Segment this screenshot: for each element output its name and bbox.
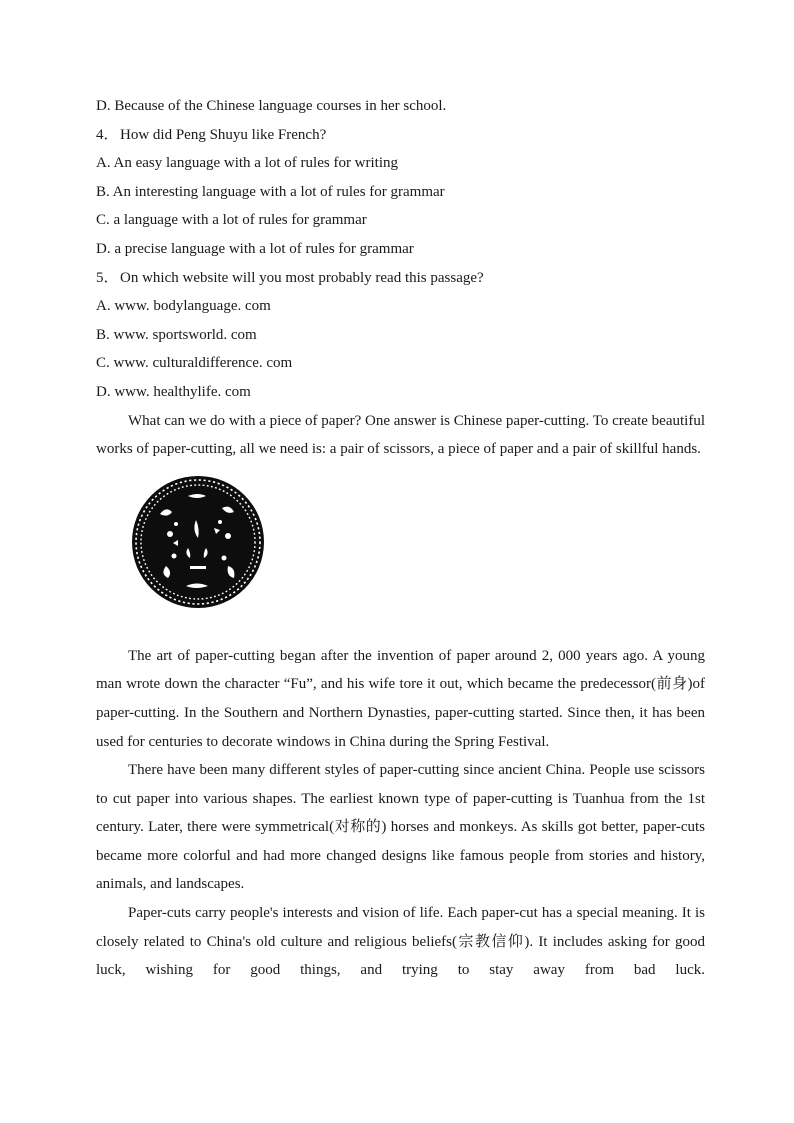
q4-stem-text: How did Peng Shuyu like French? [120, 126, 327, 143]
q5-stem-text: On which website will you most probably read this passage? [120, 269, 484, 286]
q4-number: 4． [96, 126, 119, 143]
q4-option-a: A. An easy language with a lot of rules for writing [96, 155, 399, 172]
passage-intro: What can we do with a piece of paper? One answer is Chinese paper-cutting. To create beautiful works of paper-cutting, all we need is: a pair of scissors, a piece of paper and a pair of skillful hands. [96, 412, 705, 458]
q4-option-c: C. a language with a lot of rules for grammar [96, 212, 367, 229]
document-page [96, 92, 705, 985]
q4-option-b: B. An interesting language with a lot of rules for grammar [96, 183, 445, 200]
q5-option-b: B. www. sportsworld. com [96, 326, 257, 343]
passage-figure [96, 464, 705, 642]
q5-stem [96, 264, 705, 293]
paper-cut-fu-medallion-image [130, 474, 266, 610]
q5-option-c: C. www. culturaldifference. com [96, 355, 293, 372]
q4-stem [96, 121, 705, 150]
q4-option-d: D. a precise language with a lot of rules for grammar [96, 240, 414, 257]
passage-paragraph-1: The art of paper-cutting began after the invention of paper around 2, 000 years ago. A young man wrote down the character “Fu”, and his wife tore it out, which became the predecessor(前身)of paper-cutting. In the Southern and Northern Dynasties, paper-cutting started. Since then, it has been used for centuries to decorate windows in China during the Spring Festival. [96, 647, 705, 750]
q5-option-a: A. www. bodylanguage. com [96, 298, 271, 315]
q5-number: 5． [96, 269, 119, 286]
passage-paragraph-2: There have been many different styles of paper-cutting since ancient China. People use scissors to cut paper into various shapes. The earliest known type of paper-cutting is Tuanhua from the 1st century. Later, there were symmetrical(对称的) horses and monkeys. As skills got better, paper-cuts became more colorful and had more changed designs like famous people from stories and history, animals, and landscapes. [96, 762, 705, 893]
passage-paragraph-3: Paper-cuts carry people's interests and vision of life. Each paper-cut has a special meaning. It is closely related to China's old culture and religious beliefs(宗教信仰). It includes asking for good luck, wishing for good things, and trying to stay away from bad luck. [96, 905, 705, 979]
q3-option-d: D. Because of the Chinese language courses in her school. [96, 98, 447, 114]
q5-option-d: D. www. healthylife. com [96, 383, 251, 400]
